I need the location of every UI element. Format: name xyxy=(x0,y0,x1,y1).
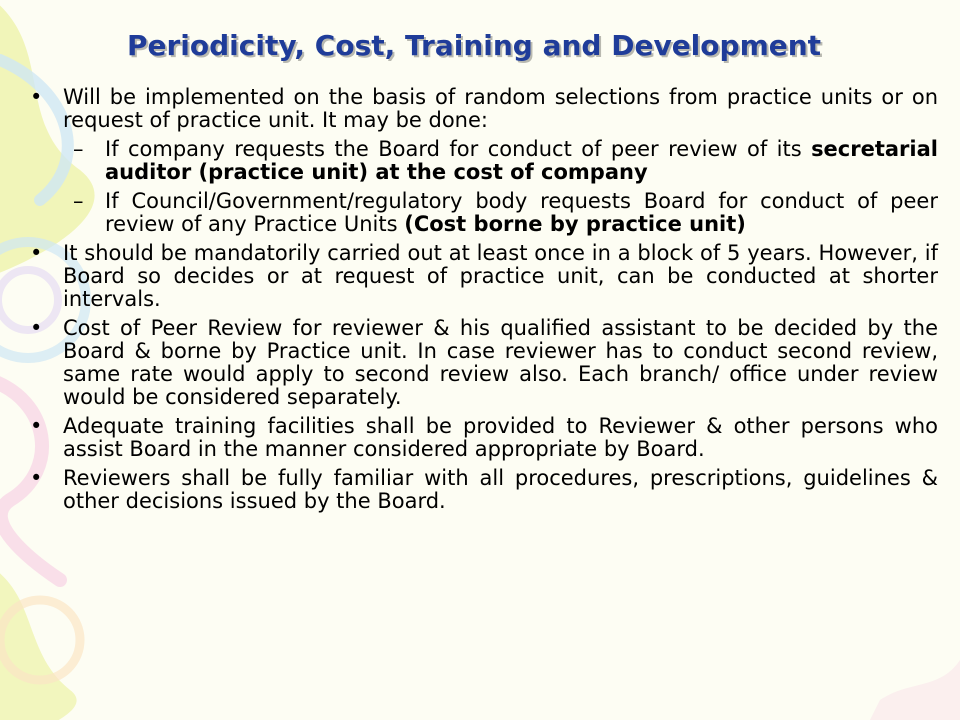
bullet-text-bold: secretarial auditor (practice unit) at the cost of company xyxy=(105,137,938,184)
bullet-text: Cost of Peer Review for reviewer & his qualified assistant to be decided by the Board & borne by Practice unit. In case reviewer has to conduct second review, same rate would apply to second review also. Each branch/ office under review would be considered separately. xyxy=(63,316,938,409)
sub-bullet-item xyxy=(30,138,938,184)
bullet-text: Reviewers shall be fully familiar with all procedures, prescriptions, guidelines & other decisions issued by the Board. xyxy=(63,466,938,513)
slide-title: Periodicity, Cost, Training and Development xyxy=(126,29,822,62)
bullet-marker: • xyxy=(30,85,43,109)
bullet-item xyxy=(30,317,938,409)
dash-marker: – xyxy=(73,189,84,213)
bullet-text: Will be implemented on the basis of random selections from practice units or on request of practice unit. It may be done: xyxy=(63,85,938,132)
bullet-marker: • xyxy=(30,414,43,438)
dash-marker: – xyxy=(73,137,84,161)
bullet-text: Adequate training facilities shall be provided to Reviewer & other persons who assist Board in the manner considered appropriate by Board. xyxy=(63,414,938,461)
bullet-marker: • xyxy=(30,316,43,340)
slide-body xyxy=(30,86,938,519)
bullet-text: If company requests the Board for conduct of peer review of its xyxy=(105,137,812,161)
bullet-text-bold: (Cost borne by practice unit) xyxy=(404,212,746,236)
bullet-marker: • xyxy=(30,466,43,490)
bullet-item xyxy=(30,415,938,461)
bullet-item xyxy=(30,86,938,132)
sub-bullet-item xyxy=(30,190,938,236)
swirl-shape xyxy=(870,660,960,720)
bullet-text: If Council/Government/regulatory body requests Board for conduct of peer review of any Practice Units xyxy=(105,189,938,236)
bullet-marker: • xyxy=(30,241,43,265)
bullet-text: It should be mandatorily carried out at least once in a block of 5 years. However, if Board so decides or at request of practice unit, can be conducted at shorter intervals. xyxy=(63,241,938,311)
bullet-item xyxy=(30,467,938,513)
bullet-item xyxy=(30,242,938,311)
